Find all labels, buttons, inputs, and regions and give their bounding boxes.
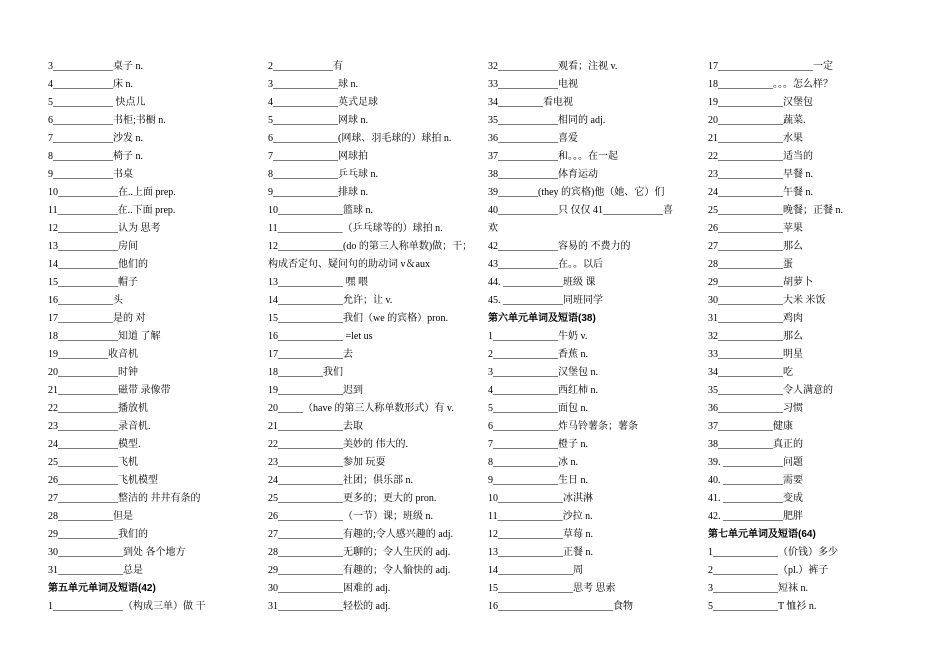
vocab-line: 10____________在..上面 prep. <box>48 187 176 198</box>
vocab-line: 26_____________（一节）课；班级 n. <box>268 511 433 522</box>
vocab-line: 17___________________一定 <box>708 61 833 72</box>
section-heading: 第七单元单词及短语(64) <box>708 529 816 540</box>
vocab-line: 36_____________习惯 <box>708 403 803 414</box>
vocab-line: 8_____________乒乓球 n. <box>268 169 378 180</box>
vocab-line: 32_____________那么 <box>708 331 803 342</box>
vocab-line: 39________(they 的宾格)他（她、它）们 <box>488 187 665 198</box>
vocab-line: 12____________认为 思考 <box>48 223 161 234</box>
vocab-line: 15____________帽子 <box>48 277 138 288</box>
vocab-line: 32____________观看；注视 v. <box>488 61 618 72</box>
vocab-line: 22_____________适当的 <box>708 151 813 162</box>
vocab-line: 27_____________有趣的;令人感兴趣的 adj. <box>268 529 453 540</box>
vocab-line: 6_____________炸马铃薯条；薯条 <box>488 421 638 432</box>
vocab-line: 21_____________去取 <box>268 421 363 432</box>
vocab-line: 19__________收音机 <box>48 349 138 360</box>
vocab-line: 4_____________英式足球 <box>268 97 378 108</box>
vocab-line: 37___________健康 <box>708 421 793 432</box>
vocab-line: 21____________磁带 录像带 <box>48 385 171 396</box>
vocab-line: 41. ____________变成 <box>708 493 803 504</box>
vocab-line: 24_____________社团；俱乐部 n. <box>268 475 413 486</box>
vocab-line: 7_____________网球拍 <box>268 151 368 162</box>
vocab-line: 11_____________沙拉 n. <box>488 511 593 522</box>
vocab-line: 37____________和。。。在一起 <box>488 151 618 162</box>
vocab-line: 4____________床 n. <box>48 79 133 90</box>
vocab-line: 19_____________迟到 <box>268 385 363 396</box>
vocab-line: 42. ____________肥胖 <box>708 511 803 522</box>
vocab-line: 25_____________更多的；更大的 pron. <box>268 493 437 504</box>
vocab-line: 14_______________周 <box>488 565 583 576</box>
vocab-line: 13____________房间 <box>48 241 138 252</box>
vocab-line: 36____________喜爱 <box>488 133 578 144</box>
vocab-line: 34_____________吃 <box>708 367 793 378</box>
vocab-line: 4_____________西红柿 n. <box>488 385 598 396</box>
vocab-line: 28___________但是 <box>48 511 133 522</box>
vocab-line: 18___________。。。怎么样？ <box>708 79 833 90</box>
vocab-line: 3_____________短袜 n. <box>708 583 808 594</box>
vocab-line: 6_____________(网球、羽毛球的）球拍 n. <box>268 133 452 144</box>
vocab-line: 11____________在..下面 prep. <box>48 205 176 216</box>
vocab-line: 18_________我们 <box>268 367 343 378</box>
vocab-line: 25_____________晚餐；正餐 n. <box>708 205 843 216</box>
vocab-line: 14____________他们的 <box>48 259 148 270</box>
vocab-line: 16___________头 <box>48 295 123 306</box>
vocab-line: 34_________看电视 <box>488 97 573 108</box>
vocab-line: 39. ____________问题 <box>708 457 803 468</box>
vocab-line: 16_______________________食物 <box>488 601 633 612</box>
vocab-line: 15_____________我们（we 的宾格）pron. <box>268 313 448 324</box>
vocab-line: 29_____________有趣的；令人愉快的 adj. <box>268 565 451 576</box>
vocab-line: 17_____________去 <box>268 349 353 360</box>
vocab-line: 12_____________草莓 n. <box>488 529 593 540</box>
vocab-line: 29_____________胡萝卜 <box>708 277 813 288</box>
vocab-line: 13_____________ 嘿 喂 <box>268 277 368 288</box>
vocab-line: 27____________整洁的 井井有条的 <box>48 493 201 504</box>
vocab-line: 2_____________香蕉 n. <box>488 349 588 360</box>
vocab-line: 2____________有 <box>268 61 343 72</box>
vocab-line: 26_____________苹果 <box>708 223 803 234</box>
vocab-line: 2_____________（pl.）裤子 <box>708 565 829 576</box>
vocab-line: 17___________是的 对 <box>48 313 146 324</box>
vocab-line: 20_____（have 的第三人称单数形式）有 v. <box>268 403 454 414</box>
vocab-line: 43____________在。。以后 <box>488 259 603 270</box>
vocab-line: 30_____________大米 米饭 <box>708 295 826 306</box>
vocab-line: 26____________飞机模型 <box>48 475 158 486</box>
vocab-line: 24_____________午餐 n. <box>708 187 813 198</box>
column-3 <box>488 58 698 616</box>
vocab-line: 7____________沙发 n. <box>48 133 143 144</box>
vocab-line: 25____________飞机 <box>48 457 138 468</box>
vocab-line: 21_____________水果 <box>708 133 803 144</box>
vocab-line: 10_____________篮球 n. <box>268 205 373 216</box>
vocab-line: 20____________时钟 <box>48 367 138 378</box>
vocab-line: 31_____________总是 <box>48 565 143 576</box>
vocab-line: 16_____________ =let us <box>268 331 373 342</box>
vocab-line: 5_____________面包 n. <box>488 403 588 414</box>
vocab-line: 28_____________蛋 <box>708 259 793 270</box>
vocab-line: 22_____________美妙的 伟大的. <box>268 439 408 450</box>
vocab-line: 8____________椅子 n. <box>48 151 143 162</box>
vocab-line: 15_______________思考 思索 <box>488 583 616 594</box>
vocab-line: 23_____________参加 玩耍 <box>268 457 386 468</box>
vocab-line: 欢 <box>488 223 498 234</box>
vocab-line: 23____________录音机. <box>48 421 151 432</box>
vocab-line: 45. ____________同班同学 <box>488 295 603 306</box>
column-1 <box>48 58 258 616</box>
vocab-line: 22____________播放机 <box>48 403 148 414</box>
vocab-line: 9_____________生日 n. <box>488 475 588 486</box>
vocab-line: 19_____________汉堡包 <box>708 97 813 108</box>
vocab-line: 8_____________冰 n. <box>488 457 578 468</box>
vocab-line: 14_____________允许；让 v. <box>268 295 393 306</box>
vocab-line: 35_____________令人满意的 <box>708 385 833 396</box>
vocab-line: 42____________容易的 不费力的 <box>488 241 631 252</box>
vocab-line: 1_____________（价钱）多少 <box>708 547 838 558</box>
section-heading: 第五单元单词及短语(42) <box>48 583 156 594</box>
vocab-line: 18____________知道 了解 <box>48 331 161 342</box>
vocab-line: 构成否定句、疑问句的助动词 v＆aux <box>268 259 430 270</box>
vocab-line: 33_____________明星 <box>708 349 803 360</box>
vocab-line: 31_____________轻松的 adj. <box>268 601 391 612</box>
vocab-line: 1_____________牛奶 v. <box>488 331 588 342</box>
vocab-line: 40____________只 仅仅 41____________喜 <box>488 205 673 216</box>
vocab-line: 3_____________球 n. <box>268 79 358 90</box>
vocab-line: 3____________桌子 n. <box>48 61 143 72</box>
vocab-line: 38____________体育运动 <box>488 169 598 180</box>
vocab-line: 5_____________网球 n. <box>268 115 368 126</box>
column-2 <box>268 58 478 616</box>
vocab-line: 30_____________到处 各个地方 <box>48 547 186 558</box>
vocab-line: 23_____________早餐 n. <box>708 169 813 180</box>
vocab-line: 10_____________冰淇淋 <box>488 493 593 504</box>
vocab-line: 5_____________T 恤衫 n. <box>708 601 817 612</box>
vocab-line: 24____________模型. <box>48 439 141 450</box>
vocab-line: 13_____________正餐 n. <box>488 547 593 558</box>
vocab-line: 6____________书柜;书橱 n. <box>48 115 166 126</box>
vocab-line: 11_____________（乒乓球等的）球拍 n. <box>268 223 443 234</box>
vocab-line: 7_____________橙子 n. <box>488 439 588 450</box>
column-4 <box>708 58 918 616</box>
vocab-line: 29____________我们的 <box>48 529 148 540</box>
vocab-line: 31_____________鸡肉 <box>708 313 803 324</box>
vocab-line: 38___________真正的 <box>708 439 803 450</box>
vocab-line: 9_____________排球 n. <box>268 187 368 198</box>
vocab-line: 33____________电视 <box>488 79 578 90</box>
vocab-line: 44. ____________班级 课 <box>488 277 596 288</box>
vocab-line: 30_____________困难的 adj. <box>268 583 391 594</box>
vocab-line: 20_____________蔬菜. <box>708 115 806 126</box>
vocab-line: 9____________书桌 <box>48 169 133 180</box>
section-heading: 第六单元单词及短语(38) <box>488 313 596 324</box>
vocab-line: 5____________ 快点儿 <box>48 97 146 108</box>
vocab-line: 12_____________(do 的第三人称单数)做；干； <box>268 241 473 252</box>
vocab-line: 27_____________那么 <box>708 241 803 252</box>
vocab-line: 35____________相同的 adj. <box>488 115 606 126</box>
vocab-line: 40. ____________需要 <box>708 475 803 486</box>
vocab-line: 28_____________无聊的；令人生厌的 adj. <box>268 547 451 558</box>
vocab-line: 3_____________汉堡包 n. <box>488 367 598 378</box>
vocab-line: 1______________（构成三单）做 干 <box>48 601 206 612</box>
